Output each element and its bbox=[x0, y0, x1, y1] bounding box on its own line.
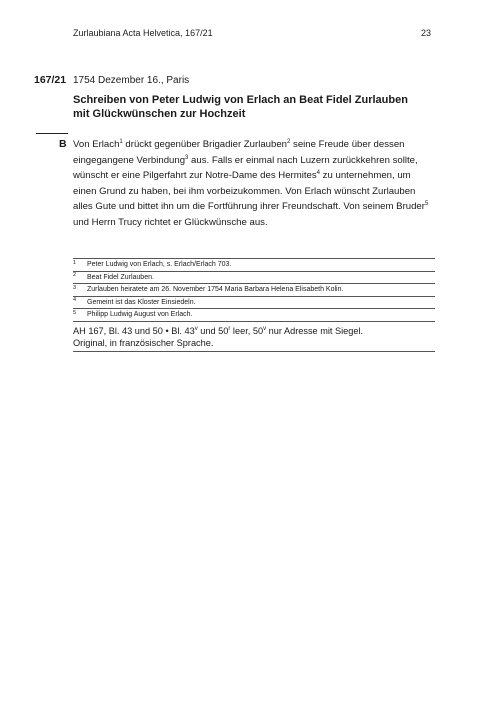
text-segment: und Herrn Trucy richtet er Glückwünsche aus. bbox=[73, 216, 268, 228]
footnote-number: 3 bbox=[73, 284, 77, 291]
entry-title bbox=[73, 93, 433, 121]
text-segment: Von Erlach bbox=[73, 139, 120, 150]
folio-side: v bbox=[263, 325, 267, 332]
footnote-ref: 1 bbox=[119, 138, 123, 145]
footnote bbox=[73, 308, 435, 322]
footnote bbox=[73, 258, 435, 271]
series-title: Zurlaubiana Acta Helvetica, 167/21 bbox=[73, 28, 213, 38]
footnote-number: 5 bbox=[73, 309, 77, 316]
entry-title-line2: mit Glückwünschen zur Hochzeit bbox=[73, 108, 246, 120]
archive-text: AH 167, Bl. 43 und 50 • Bl. 43 bbox=[73, 325, 195, 336]
footnote-text: Zurlauben heiratete am 26. November 1754 Maria Barbara Helena Elisabeth Kolin. bbox=[87, 286, 344, 294]
archive-text: leer, 50 bbox=[230, 325, 264, 336]
archive-reference bbox=[73, 322, 435, 352]
text-segment: drückt gegenüber Brigadier Zurlauben bbox=[122, 139, 288, 150]
footnote-text: Philipp Ludwig August von Erlach. bbox=[87, 311, 193, 319]
folio-side: v bbox=[194, 325, 198, 332]
footnote-number: 1 bbox=[73, 259, 77, 266]
footnote-number: 2 bbox=[73, 272, 77, 279]
running-head bbox=[73, 28, 431, 38]
footnote-ref: 2 bbox=[287, 138, 291, 145]
footnote-text: Peter Ludwig von Erlach, s. Erlach/Erlach 703. bbox=[87, 261, 232, 269]
regest-text bbox=[73, 137, 435, 230]
archive-line2: Original, in französischer Sprache. bbox=[73, 337, 214, 348]
text-segment: zu unternehmen, um einen Grund zu haben, bei ihm vorbeizukommen. Von Erlach wünscht Zurlauben alles Gute und bittet ihn um die Fortführung ihrer Freundschaft. Von seinem Bruder bbox=[73, 170, 425, 212]
folio-side: r bbox=[228, 325, 231, 332]
document-type-letter: B bbox=[59, 138, 67, 150]
footnote-ref: 3 bbox=[185, 154, 189, 161]
archive-text: nur Adresse mit Siegel. bbox=[266, 325, 364, 336]
footnote-ref: 4 bbox=[316, 169, 321, 176]
separator-rule bbox=[36, 133, 68, 134]
footnote-text: Beat Fidel Zurlauben. bbox=[87, 273, 154, 281]
entry-title-line1: Schreiben von Peter Ludwig von Erlach an Beat Fidel Zurlauben bbox=[73, 94, 408, 106]
footnotes-block bbox=[73, 258, 435, 352]
footnote bbox=[73, 283, 435, 296]
archive-line1 bbox=[73, 325, 435, 337]
page-number: 23 bbox=[420, 28, 431, 38]
archive-text: und 50 bbox=[197, 325, 229, 336]
entry-number: 167/21 bbox=[34, 74, 67, 86]
entry-date: 1754 Dezember 16., Paris bbox=[73, 75, 190, 86]
footnote-ref: 5 bbox=[424, 200, 429, 207]
footnote bbox=[73, 271, 435, 284]
footnote-number: 4 bbox=[73, 297, 77, 304]
footnote bbox=[73, 296, 435, 309]
text-segment: seine Freude über dessen eingegangene Verbindung bbox=[73, 139, 405, 166]
text-segment: aus. Falls er einmal nach Luzern zurückkehren sollte, wünscht er eine Pilgerfahrt zur Notre-Dame des Hermites bbox=[73, 154, 418, 181]
footnote-text: Gemeint ist das Kloster Einsiedeln. bbox=[87, 298, 196, 306]
